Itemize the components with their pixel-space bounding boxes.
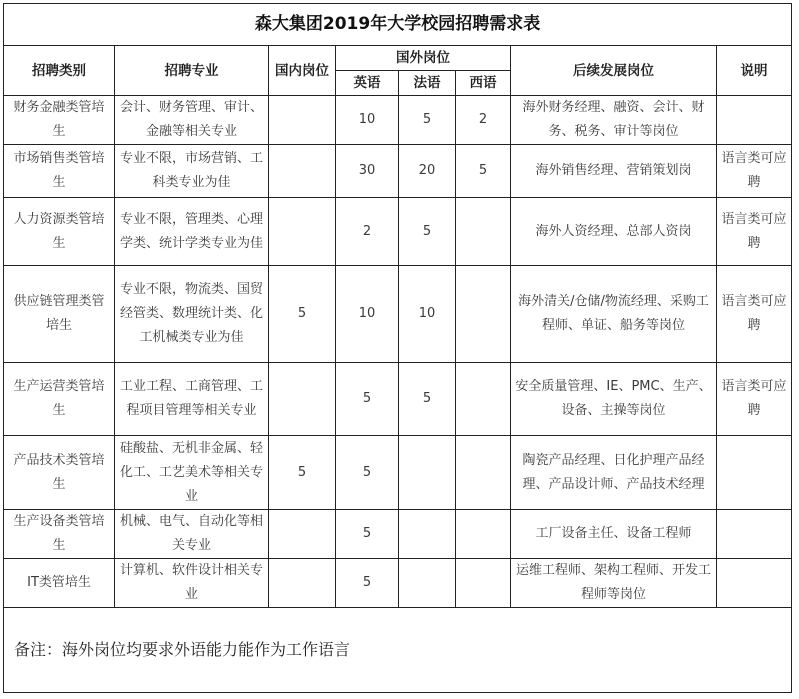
cell-remark	[717, 559, 792, 608]
cell-domestic	[269, 559, 336, 608]
cell-domestic	[269, 363, 336, 436]
cell-remark: 语言类可应聘	[717, 145, 792, 198]
cell-english: 30	[336, 145, 399, 198]
cell-french: 5	[399, 198, 456, 266]
cell-major: 会计、财务管理、审计、金融等相关专业	[115, 96, 269, 145]
cell-french: 10	[399, 266, 456, 363]
cell-category: 财务金融类管培生	[4, 96, 115, 145]
cell-domestic: 5	[269, 436, 336, 510]
cell-major: 计算机、软件设计相关专业	[115, 559, 269, 608]
cell-major: 专业不限，管理类、心理学类、统计学类专业为佳	[115, 198, 269, 266]
cell-english: 2	[336, 198, 399, 266]
cell-category: 生产设备类管培生	[4, 510, 115, 559]
cell-spanish: 5	[456, 145, 511, 198]
cell-spanish	[456, 198, 511, 266]
cell-spanish	[456, 510, 511, 559]
cell-career: 运维工程师、架构工程师、开发工程师等岗位	[511, 559, 717, 608]
cell-english: 10	[336, 96, 399, 145]
cell-career: 陶瓷产品经理、日化护理产品经理、产品设计师、产品技术经理	[511, 436, 717, 510]
cell-major: 专业不限，物流类、国贸经管类、数理统计类、化工机械类专业为佳	[115, 266, 269, 363]
table-row	[4, 145, 792, 198]
cell-english: 5	[336, 510, 399, 559]
cell-category: 人力资源类管培生	[4, 198, 115, 266]
cell-category: 供应链管理类管培生	[4, 266, 115, 363]
cell-domestic	[269, 510, 336, 559]
cell-spanish	[456, 266, 511, 363]
header-domestic: 国内岗位	[269, 46, 336, 96]
cell-english: 5	[336, 559, 399, 608]
table-row	[4, 436, 792, 510]
cell-spanish	[456, 363, 511, 436]
cell-major: 工业工程、工商管理、工程项目管理等相关专业	[115, 363, 269, 436]
cell-domestic	[269, 96, 336, 145]
cell-spanish	[456, 559, 511, 608]
recruitment-table	[3, 3, 792, 693]
header-overseas: 国外岗位	[336, 46, 511, 71]
cell-major: 机械、电气、自动化等相关专业	[115, 510, 269, 559]
cell-career: 工厂设备主任、设备工程师	[511, 510, 717, 559]
header-major: 招聘专业	[115, 46, 269, 96]
cell-english: 5	[336, 363, 399, 436]
header-category: 招聘类别	[4, 46, 115, 96]
table-title: 森大集团2019年大学校园招聘需求表	[4, 4, 792, 46]
cell-remark	[717, 96, 792, 145]
cell-spanish	[456, 436, 511, 510]
header-career: 后续发展岗位	[511, 46, 717, 96]
header-english: 英语	[336, 71, 399, 96]
cell-major: 专业不限，市场营销、工科类专业为佳	[115, 145, 269, 198]
table-row	[4, 96, 792, 145]
cell-remark	[717, 510, 792, 559]
cell-category: IT类管培生	[4, 559, 115, 608]
cell-remark: 语言类可应聘	[717, 198, 792, 266]
cell-remark: 语言类可应聘	[717, 266, 792, 363]
cell-french	[399, 559, 456, 608]
cell-career: 海外财务经理、融资、会计、财务、税务、审计等岗位	[511, 96, 717, 145]
cell-domestic	[269, 198, 336, 266]
cell-career: 海外销售经理、营销策划岗	[511, 145, 717, 198]
cell-english: 5	[336, 436, 399, 510]
table-row	[4, 198, 792, 266]
cell-career: 海外人资经理、总部人资岗	[511, 198, 717, 266]
header-remark: 说明	[717, 46, 792, 96]
cell-remark: 语言类可应聘	[717, 363, 792, 436]
cell-domestic: 5	[269, 266, 336, 363]
cell-french: 5	[399, 96, 456, 145]
header-spanish: 西语	[456, 71, 511, 96]
cell-english: 10	[336, 266, 399, 363]
cell-french	[399, 436, 456, 510]
cell-category: 产品技术类管培生	[4, 436, 115, 510]
cell-major: 硅酸盐、无机非金属、轻化工、工艺美术等相关专业	[115, 436, 269, 510]
cell-category: 市场销售类管培生	[4, 145, 115, 198]
table-row	[4, 363, 792, 436]
table-row	[4, 266, 792, 363]
table-row	[4, 559, 792, 608]
cell-french: 5	[399, 363, 456, 436]
cell-french: 20	[399, 145, 456, 198]
cell-french	[399, 510, 456, 559]
cell-spanish: 2	[456, 96, 511, 145]
footnote: 备注：海外岗位均要求外语能力能作为工作语言	[4, 608, 792, 693]
cell-remark	[717, 436, 792, 510]
cell-career: 安全质量管理、IE、PMC、生产、设备、主操等岗位	[511, 363, 717, 436]
cell-category: 生产运营类管培生	[4, 363, 115, 436]
header-french: 法语	[399, 71, 456, 96]
cell-career: 海外清关/仓储/物流经理、采购工程师、单证、船务等岗位	[511, 266, 717, 363]
cell-domestic	[269, 145, 336, 198]
table-row	[4, 510, 792, 559]
